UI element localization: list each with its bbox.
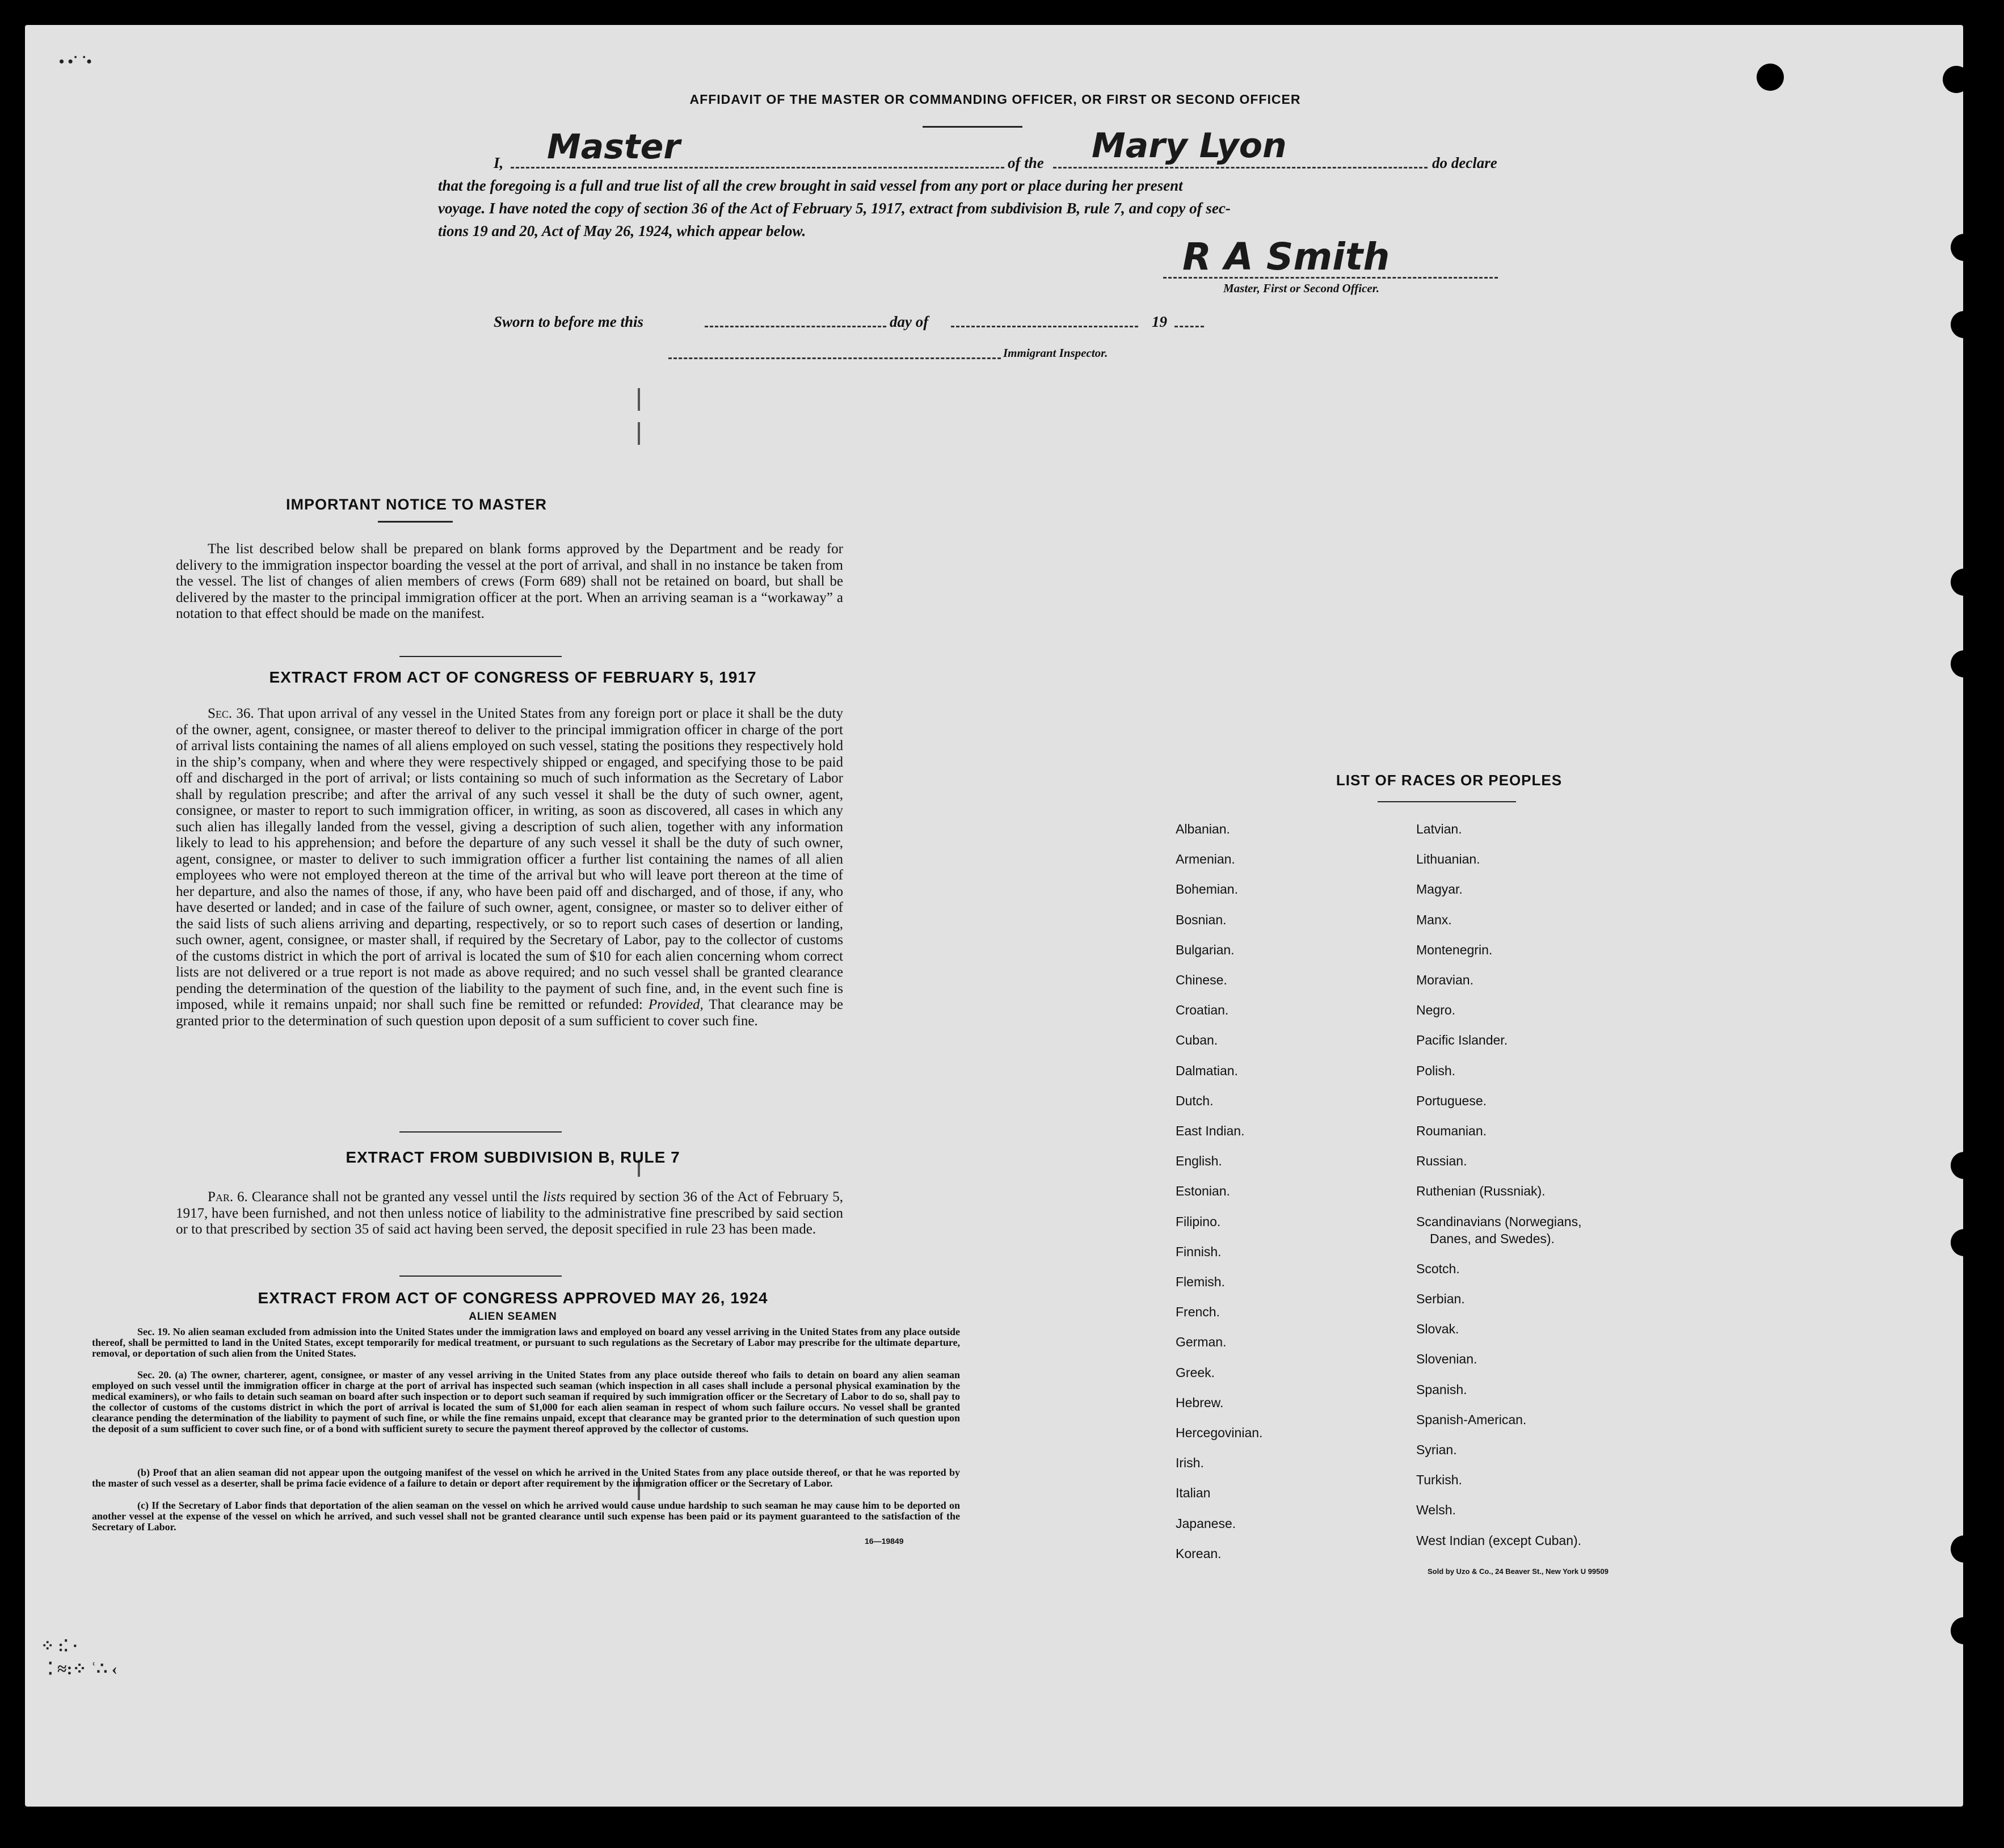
sec-20a-text: Sec. 20. (a) The owner, charterer, agent, consignee, or master of any vessel arriving in the United States from any place outside thereof who fails to detain on board any alien seaman employed on such vessel until the immigration officer in charge at the port of arrival has inspected such seaman (which inspection in all cases shall include a personal physical examination by the medical examiners), or who fails to detain such seaman on board after such inspection or to deport such seaman if required by such immigration officer or the Secretary of Labor to do so, shall pay to the collector of customs of the customs district in which the port of arrival is located the sum of $1,000 for each alien seaman in respect of whom such failure occurs. No vessel shall be granted clearance pending the determination of the liability to payment of such fine, or while the fine remains unpaid, except that clearance may be granted prior to the determination of such question upon the deposit of a sum sufficient to cover such fine, or of a bond with sufficient surety to secure the payment thereof approved by the collector of customs. bbox=[92, 1369, 960, 1434]
race-item: West Indian (except Cuban). bbox=[1416, 1533, 1582, 1548]
race-item: Bohemian. bbox=[1176, 882, 1238, 897]
of-the-label: of the bbox=[1008, 154, 1044, 171]
race-item: Turkish. bbox=[1416, 1472, 1462, 1488]
race-item: Latvian. bbox=[1416, 822, 1462, 836]
races-title-rule bbox=[1378, 801, 1516, 802]
race-item: Slovak. bbox=[1416, 1321, 1459, 1337]
race-item: Spanish-American. bbox=[1416, 1412, 1527, 1427]
handwritten-vessel: Mary Lyon bbox=[1092, 126, 1287, 166]
signature: R A Smith bbox=[1182, 235, 1390, 279]
race-item: Bosnian. bbox=[1176, 912, 1227, 927]
par-6-body-a: Clearance shall not be granted any vessel until the bbox=[251, 1189, 539, 1205]
race-item: Cuban. bbox=[1176, 1033, 1218, 1048]
race-item: English. bbox=[1176, 1154, 1222, 1169]
par-6-body-b: required by section 36 of the Act of February 5, 1917, have been furnished, and not then unless notice of liability to the administrative fine prescribed by said section or to that prescribed by section 35 of said act having been served, the deposit specified in rule 23 has been made. bbox=[176, 1189, 843, 1237]
par-6-label: Par. 6. bbox=[208, 1189, 248, 1205]
title-rule bbox=[923, 126, 1022, 128]
race-item: Chinese. bbox=[1176, 973, 1227, 987]
notice-text: The list described below shall be prepared on blank forms approved by the Department and be ready for delivery to the immigration inspector boarding the vessel at the port of arrival, and shall in no instance be taken from the vessel. The list of changes of alien members of crews (Form 689) shall not be retained on board, but shall be delivered by the master to the principal immigration officer at the port. When an arriving seaman is a “workaway” a notation to that effect should be made on the manifest. bbox=[176, 541, 843, 621]
race-item: Serbian. bbox=[1416, 1291, 1465, 1306]
extract-1917-text bbox=[176, 706, 843, 1029]
section-divider bbox=[399, 1131, 562, 1133]
scan-speck: • •˙ ˙• bbox=[59, 53, 92, 70]
race-item: Pacific Islander. bbox=[1416, 1033, 1508, 1048]
race-item: Ruthenian (Russniak). bbox=[1416, 1184, 1546, 1199]
race-item: Greek. bbox=[1176, 1365, 1215, 1380]
section-divider bbox=[399, 656, 562, 657]
race-item: Moravian. bbox=[1416, 973, 1473, 987]
race-item: Lithuanian. bbox=[1416, 852, 1480, 867]
binder-hole bbox=[1951, 1152, 1963, 1179]
race-item: Albanian. bbox=[1176, 822, 1230, 836]
race-item: Dalmatian. bbox=[1176, 1063, 1238, 1078]
form-number: 16—19849 bbox=[865, 1537, 904, 1546]
race-item: Russian. bbox=[1416, 1154, 1467, 1169]
lists-word: lists bbox=[542, 1189, 566, 1205]
sec-20b-text: (b) Proof that an alien seaman did not appear upon the outgoing manifest of the vessel on which he arrived in the United States from any place outside thereof, or that he was reported by the master of such vessel as a deserter, shall be prima facie evidence of a failure to detain or deport after requirement by the immigration officer or the Secretary of Labor. bbox=[92, 1467, 960, 1489]
sec-20c-text: (c) If the Secretary of Labor finds that deportation of the alien seaman on the vessel on which he arrived would cause undue hardship to such seaman he may cause him to be deported on another vessel at the expense of the vessel on which he arrived, and such vessel shall not be granted clearance until such expense has been paid or its payment guaranteed to the satisfaction of the Secretary of Labor. bbox=[92, 1500, 960, 1533]
race-item: Finnish. bbox=[1176, 1244, 1222, 1259]
extract-1924-title: EXTRACT FROM ACT OF CONGRESS APPROVED MAY 26, 1924 bbox=[258, 1289, 768, 1307]
race-item: Estonian. bbox=[1176, 1184, 1230, 1199]
race-item: Italian bbox=[1176, 1485, 1211, 1501]
printer-footer: Sold by Uzo & Co., 24 Beaver St., New York U 99509 bbox=[1428, 1567, 1609, 1576]
fold-mark bbox=[638, 388, 640, 411]
sec-36-tail: That clearance may be granted prior to the determination of such question upon deposit of a sum sufficient to cover such fine. bbox=[176, 997, 843, 1029]
sworn-month-dashline bbox=[951, 326, 1138, 327]
provided-word: Provided, bbox=[648, 997, 704, 1012]
sworn-day-dashline bbox=[705, 326, 886, 327]
race-item: Syrian. bbox=[1416, 1442, 1457, 1457]
year-label: 19 bbox=[1152, 313, 1167, 330]
section-divider bbox=[399, 1276, 562, 1277]
sworn-year-dashline bbox=[1174, 326, 1204, 327]
sec-36-body: That upon arrival of any vessel in the United States from any foreign port or place it shall be the duty of the owner, agent, consignee, or master thereof to deliver to the principal immigration officer in charge of the port of arrival lists containing the names of all aliens employed on such vessel, stating the positions they respectively hold in the ship’s company, when and where they were respectively shipped or engaged, and specifying those to be paid off and discharged in the port of arrival; or lists containing so much of such information as the Secretary of Labor shall by regulation prescribe; and after the arrival of any such vessel it shall be the duty of such owner, agent, consignee, or master to report to such immigration officer, in writing, as soon as discovered, all cases in which any such alien has illegally landed from the vessel, giving a description of such alien, together with any information likely to lead to his apprehension; and before the departure of any such vessel it shall be the duty of such owner, agent, consignee, or master to deliver to such immigration officer a further list containing the names of all alien employees who were not employed thereon at the time of the arrival but who will leave port thereon at the time of her departure, and also the names of those, if any, who have been paid off and discharged, and of those, if any, who have deserted or landed; and in case of the failure of such owner, agent, consignee, or master so to deliver either of the said lists of such aliens arriving and departing, respectively, or so to report such cases of desertion or landing, such owner, agent, consignee, or master shall, if required by the Secretary of Labor, pay to the collector of customs of the customs district in which the port of arrival is located the sum of $10 for each alien concerning whom correct lists are not delivered or a true report is not made as above required; and no such vessel shall be granted clearance pending the determination of the question of the liability to the payment of such fine, and, in the event such fine is imposed, while it remains unpaid; nor shall such fine be remitted or refunded: bbox=[176, 706, 843, 1012]
handwritten-name: Master bbox=[547, 127, 680, 167]
do-declare-label: do declare bbox=[1432, 154, 1497, 171]
vessel-dashline bbox=[1053, 167, 1428, 169]
race-item: Filipino. bbox=[1176, 1214, 1221, 1229]
race-item: Roumanian. bbox=[1416, 1123, 1487, 1138]
notice-title-rule bbox=[378, 521, 453, 523]
binder-hole bbox=[1951, 1229, 1963, 1256]
race-item: Flemish. bbox=[1176, 1274, 1225, 1289]
race-item: Dutch. bbox=[1176, 1093, 1214, 1108]
inspector-label: Immigrant Inspector. bbox=[1003, 346, 1108, 360]
binder-hole bbox=[1943, 66, 1963, 93]
subdivision-title: EXTRACT FROM SUBDIVISION B, RULE 7 bbox=[346, 1148, 680, 1166]
race-item: Hebrew. bbox=[1176, 1395, 1224, 1410]
race-item: Irish. bbox=[1176, 1455, 1204, 1471]
alien-seamen-subtitle: ALIEN SEAMEN bbox=[469, 1311, 557, 1323]
binder-hole bbox=[1951, 1617, 1963, 1644]
race-item: Korean. bbox=[1176, 1546, 1222, 1561]
race-item: Portuguese. bbox=[1416, 1093, 1487, 1108]
race-item: Magyar. bbox=[1416, 882, 1463, 897]
day-of-label: day of bbox=[890, 313, 929, 330]
race-item: Spanish. bbox=[1416, 1382, 1467, 1397]
race-item: Armenian. bbox=[1176, 852, 1235, 867]
binder-hole bbox=[1951, 1535, 1963, 1563]
race-item: Hercegovinian. bbox=[1176, 1425, 1263, 1440]
affidavit-line2: voyage. I have noted the copy of section 36 of the Act of February 5, 1917, extract from subdivision B, rule 7, and copy of sec- bbox=[438, 200, 1231, 217]
race-item: Polish. bbox=[1416, 1063, 1456, 1078]
binder-hole bbox=[1951, 311, 1963, 338]
race-item: East Indian. bbox=[1176, 1123, 1245, 1138]
scan-speck: ⁚ ≈:⁘ ʿ∴ ‹ bbox=[48, 1660, 117, 1678]
sworn-label: Sworn to before me this bbox=[494, 313, 644, 330]
sec-36-label: Sec. 36. bbox=[208, 706, 254, 721]
affidavit-i-label: I, bbox=[494, 154, 504, 171]
race-item: Welsh. bbox=[1416, 1502, 1456, 1518]
race-item: German. bbox=[1176, 1335, 1227, 1350]
name-dashline bbox=[511, 167, 1004, 169]
affidavit-line1: that the foregoing is a full and true list of all the crew brought in said vessel from any port or place during her present bbox=[438, 177, 1183, 194]
race-item: Scotch. bbox=[1416, 1261, 1460, 1276]
binder-hole bbox=[1951, 569, 1963, 596]
races-title: LIST OF RACES OR PEOPLES bbox=[1336, 772, 1563, 789]
race-item: Bulgarian. bbox=[1176, 942, 1235, 957]
sec-19-text: Sec. 19. No alien seaman excluded from admission into the United States under the immigration laws and employed on board any vessel arriving in the United States from any place outside thereof, shall be permitted to land in the United States, except temporarily for medical treatment, or pursuant to such regulations as the Secretary of Labor may prescribe for the ultimate departure, removal, or deportation of such alien from the United States. bbox=[92, 1326, 960, 1359]
race-item: French. bbox=[1176, 1304, 1220, 1320]
affidavit-title: AFFIDAVIT OF THE MASTER OR COMMANDING OFFICER, OR FIRST OR SECOND OFFICER bbox=[689, 92, 1301, 107]
race-item: Scandinavians (Norwegians, bbox=[1416, 1214, 1582, 1229]
signature-caption: Master, First or Second Officer. bbox=[1223, 281, 1379, 295]
binder-hole bbox=[1757, 64, 1784, 91]
race-item: Slovenian. bbox=[1416, 1352, 1477, 1367]
inspector-dashline bbox=[668, 357, 1001, 359]
scan-speck: ⁘ :⁚ · bbox=[41, 1637, 78, 1655]
extract-1917-title: EXTRACT FROM ACT OF CONGRESS OF FEBRUARY 5, 1917 bbox=[269, 668, 757, 686]
race-item: Japanese. bbox=[1176, 1516, 1236, 1531]
notice-title: IMPORTANT NOTICE TO MASTER bbox=[286, 496, 547, 513]
binder-hole bbox=[1951, 234, 1963, 261]
race-item: Danes, and Swedes). bbox=[1430, 1231, 1555, 1246]
fold-mark bbox=[638, 422, 640, 445]
race-item: Montenegrin. bbox=[1416, 942, 1493, 957]
document-page bbox=[25, 25, 1963, 1807]
race-item: Croatian. bbox=[1176, 1003, 1229, 1018]
affidavit-line3: tions 19 and 20, Act of May 26, 1924, which appear below. bbox=[438, 222, 806, 239]
binder-hole bbox=[1951, 650, 1963, 677]
subdivision-text bbox=[176, 1189, 843, 1238]
race-item: Negro. bbox=[1416, 1003, 1456, 1018]
race-item: Manx. bbox=[1416, 912, 1452, 927]
